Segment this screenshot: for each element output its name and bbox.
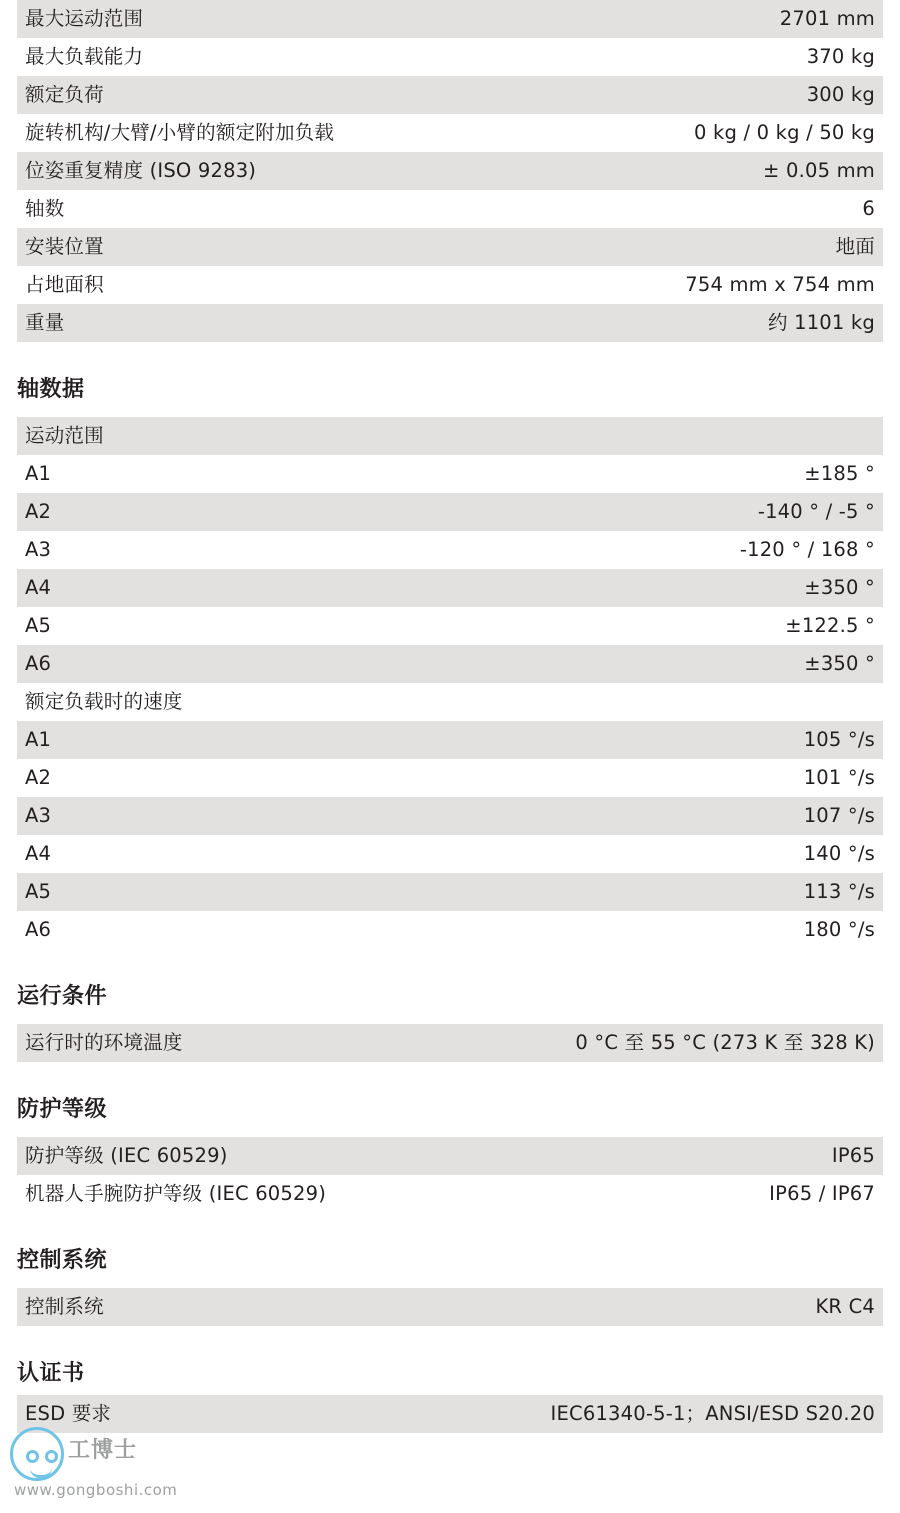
spec-value: ±350 ° xyxy=(450,569,883,607)
spec-label: A3 xyxy=(17,531,450,569)
operating-conditions-table xyxy=(17,1024,883,1062)
spec-value: 6 xyxy=(450,190,883,228)
table-row xyxy=(17,76,883,114)
spec-label: 控制系统 xyxy=(17,1288,450,1326)
spacer xyxy=(0,1062,900,1092)
table-row xyxy=(17,455,883,493)
smiley-face-icon xyxy=(10,1427,64,1481)
spec-value: 107 °/s xyxy=(450,797,883,835)
control-system-table xyxy=(17,1288,883,1326)
table-row xyxy=(17,190,883,228)
table-row xyxy=(17,1175,883,1213)
general-specs-table xyxy=(17,0,883,342)
spec-label: 安装位置 xyxy=(17,228,450,266)
spec-label: A4 xyxy=(17,569,450,607)
spacer xyxy=(0,403,900,417)
spec-label: 重量 xyxy=(17,304,450,342)
spec-value: IP65 / IP67 xyxy=(450,1175,883,1213)
spec-label: 旋转机构/大臂/小臂的额定附加负载 xyxy=(17,114,450,152)
spacer xyxy=(0,342,900,372)
spec-value: ±350 ° xyxy=(450,645,883,683)
spacer xyxy=(0,1010,900,1024)
watermark-brand: 工博士 xyxy=(68,1438,138,1463)
spec-value: 180 °/s xyxy=(450,911,883,949)
group-header-value xyxy=(450,683,883,721)
spec-label: 机器人手腕防护等级 (IEC 60529) xyxy=(17,1175,450,1213)
certificates-table xyxy=(17,1395,883,1433)
spec-value: KR C4 xyxy=(450,1288,883,1326)
spec-label: 防护等级 (IEC 60529) xyxy=(17,1137,450,1175)
spec-label: 额定负荷 xyxy=(17,76,450,114)
table-row xyxy=(17,531,883,569)
spec-label: A6 xyxy=(17,645,450,683)
spec-value: 754 mm x 754 mm xyxy=(450,266,883,304)
spec-value: 140 °/s xyxy=(450,835,883,873)
spacer xyxy=(0,1213,900,1243)
spec-label: A4 xyxy=(17,835,450,873)
spec-value: ± 0.05 mm xyxy=(450,152,883,190)
spacer xyxy=(0,1274,900,1288)
spec-label: A1 xyxy=(17,721,450,759)
spec-value: 0 kg / 0 kg / 50 kg xyxy=(450,114,883,152)
table-row xyxy=(17,38,883,76)
spec-value: -120 ° / 168 ° xyxy=(450,531,883,569)
table-row xyxy=(17,721,883,759)
protection-class-table xyxy=(17,1137,883,1213)
group-header-label: 额定负载时的速度 xyxy=(17,683,450,721)
spec-label: 位姿重复精度 (ISO 9283) xyxy=(17,152,450,190)
table-row xyxy=(17,1395,883,1433)
group-header-value xyxy=(450,417,883,455)
smiley-eye-left-icon xyxy=(26,1450,39,1463)
spec-value: IEC61340-5-1；ANSI/ESD S20.20 xyxy=(450,1395,883,1433)
spacer xyxy=(0,949,900,979)
table-row xyxy=(17,759,883,797)
table-group-header xyxy=(17,683,883,721)
table-row xyxy=(17,493,883,531)
table-row xyxy=(17,1137,883,1175)
table-row xyxy=(17,1024,883,1062)
spec-label: 最大运动范围 xyxy=(17,0,450,38)
spacer xyxy=(0,1123,900,1137)
spec-label: 最大负载能力 xyxy=(17,38,450,76)
watermark-url: www.gongboshi.com xyxy=(14,1481,178,1499)
table-row xyxy=(17,873,883,911)
axis-data-table xyxy=(17,417,883,949)
table-row xyxy=(17,114,883,152)
section-title-certificates: 认证书 xyxy=(17,1361,85,1386)
spec-value: 约 1101 kg xyxy=(450,304,883,342)
table-row xyxy=(17,152,883,190)
table-row xyxy=(17,266,883,304)
spacer xyxy=(0,1326,900,1356)
table-row xyxy=(17,797,883,835)
section-title-protection-class: 防护等级 xyxy=(17,1097,108,1122)
spec-label: A2 xyxy=(17,759,450,797)
watermark xyxy=(8,1421,198,1507)
table-row xyxy=(17,1288,883,1326)
table-row xyxy=(17,835,883,873)
spec-label: A5 xyxy=(17,607,450,645)
spec-label: A6 xyxy=(17,911,450,949)
table-row xyxy=(17,304,883,342)
spec-value: 105 °/s xyxy=(450,721,883,759)
spec-value: 0 °C 至 55 °C (273 K 至 328 K) xyxy=(450,1024,883,1062)
section-title-control-system: 控制系统 xyxy=(17,1248,108,1273)
spec-label: 占地面积 xyxy=(17,266,450,304)
spec-value: IP65 xyxy=(450,1137,883,1175)
spec-value: 地面 xyxy=(450,228,883,266)
section-title-operating-conditions: 运行条件 xyxy=(17,984,108,1009)
table-row xyxy=(17,569,883,607)
smiley-eye-right-icon xyxy=(45,1450,58,1463)
spec-label: ESD 要求 xyxy=(17,1395,450,1433)
smiley-mouth-icon xyxy=(30,1468,52,1478)
table-row xyxy=(17,228,883,266)
spec-label: A3 xyxy=(17,797,450,835)
spec-label: A1 xyxy=(17,455,450,493)
spec-label: A5 xyxy=(17,873,450,911)
table-group-header xyxy=(17,417,883,455)
table-row xyxy=(17,645,883,683)
spec-value: ±185 ° xyxy=(450,455,883,493)
spec-value: 113 °/s xyxy=(450,873,883,911)
spec-label: 运行时的环境温度 xyxy=(17,1024,450,1062)
table-row xyxy=(17,0,883,38)
group-header-label: 运动范围 xyxy=(17,417,450,455)
spec-label: A2 xyxy=(17,493,450,531)
spacer xyxy=(0,1387,900,1395)
spec-value: 101 °/s xyxy=(450,759,883,797)
spec-value: 300 kg xyxy=(450,76,883,114)
spec-value: ±122.5 ° xyxy=(450,607,883,645)
spec-value: -140 ° / -5 ° xyxy=(450,493,883,531)
table-row xyxy=(17,911,883,949)
section-title-axis-data: 轴数据 xyxy=(17,377,85,402)
spec-value: 370 kg xyxy=(450,38,883,76)
spec-value: 2701 mm xyxy=(450,0,883,38)
table-row xyxy=(17,607,883,645)
spec-label: 轴数 xyxy=(17,190,450,228)
